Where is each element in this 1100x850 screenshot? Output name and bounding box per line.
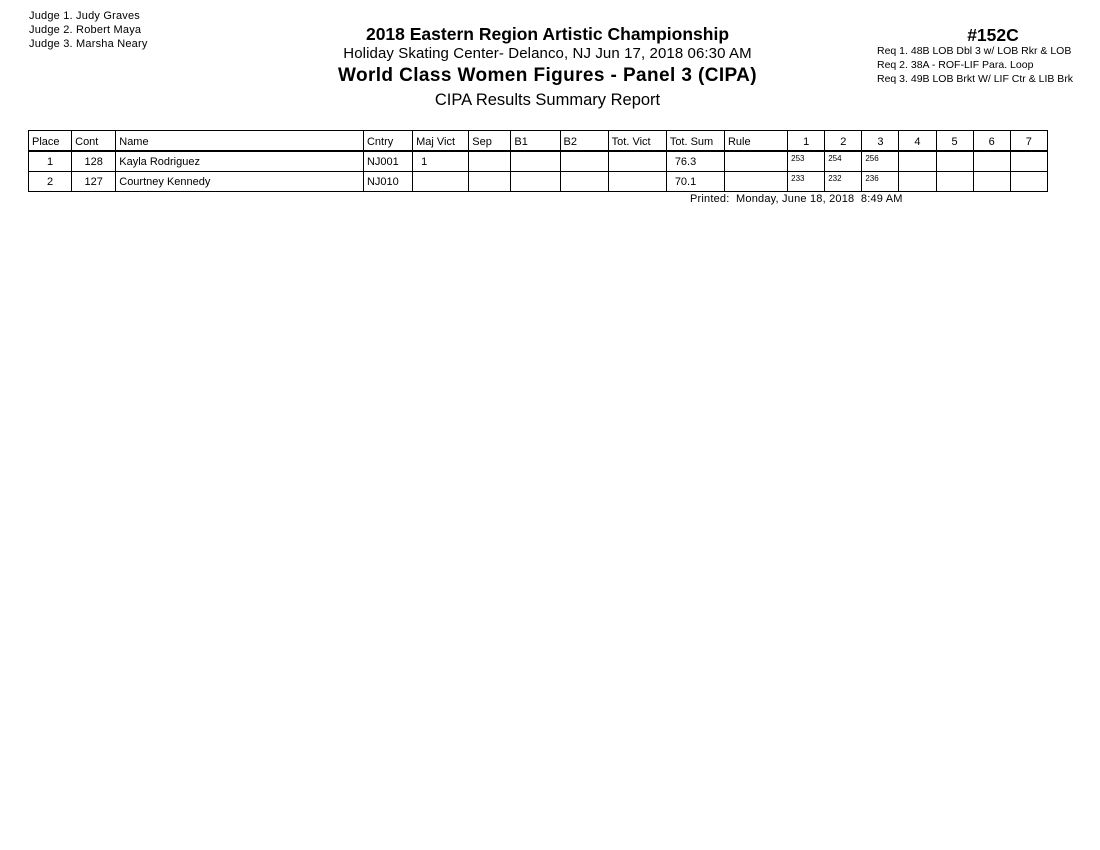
maj-vict-cell xyxy=(413,172,469,192)
b2-cell xyxy=(560,172,608,192)
column-header-judge-1: 1 xyxy=(788,131,825,152)
tot-vict-cell xyxy=(608,172,666,192)
page-title: World Class Women Figures - Panel 3 (CIPA) xyxy=(337,65,758,86)
event-name: 2018 Eastern Region Artistic Championship xyxy=(365,24,730,44)
judge-1-score-cell: 253 xyxy=(788,151,825,172)
place-cell: 2 xyxy=(29,172,72,192)
results-table xyxy=(28,130,1048,192)
judge-1-score-cell: 233 xyxy=(788,172,825,192)
rule-cell xyxy=(724,151,787,172)
report-subtitle: CIPA Results Summary Report xyxy=(434,91,661,109)
name-cell: Kayla Rodriguez xyxy=(116,151,364,172)
column-header-maj-vict: Maj Vict xyxy=(413,131,469,152)
judge-4-score-cell xyxy=(899,151,936,172)
judge-6-score-cell xyxy=(973,172,1010,192)
tot-sum-cell: 70.1 xyxy=(666,172,724,192)
column-header-judge-2: 2 xyxy=(825,131,862,152)
column-header-judge-4: 4 xyxy=(899,131,936,152)
cntry-cell: NJ001 xyxy=(363,151,412,172)
column-header-place: Place xyxy=(29,131,72,152)
sep-cell xyxy=(469,151,511,172)
judge-7-score-cell xyxy=(1010,172,1047,192)
judge-7-score-cell xyxy=(1010,151,1047,172)
requirement-2: Req 2. 38A - ROF-LIF Para. Loop xyxy=(877,59,1034,71)
column-header-judge-7: 7 xyxy=(1010,131,1047,152)
column-header-judge-6: 6 xyxy=(973,131,1010,152)
report-header xyxy=(290,23,805,111)
judges-list xyxy=(29,9,148,51)
maj-vict-cell: 1 xyxy=(413,151,469,172)
table-row xyxy=(29,151,1048,172)
column-header-b2: B2 xyxy=(560,131,608,152)
column-header-cont: Cont xyxy=(72,131,116,152)
place-cell: 1 xyxy=(29,151,72,172)
judge-3-score-cell: 256 xyxy=(862,151,899,172)
judge-6-score-cell xyxy=(973,151,1010,172)
judge-2-score-cell: 232 xyxy=(825,172,862,192)
table-row xyxy=(29,172,1048,192)
tot-vict-cell xyxy=(608,151,666,172)
b1-cell xyxy=(511,151,560,172)
judge-5-score-cell xyxy=(936,172,973,192)
column-header-sep: Sep xyxy=(469,131,511,152)
column-header-tot-sum: Tot. Sum xyxy=(666,131,724,152)
judge-1: Judge 1. Judy Graves xyxy=(29,10,141,22)
requirement-3: Req 3. 49B LOB Brkt W/ LIF Ctr & LIB Brk xyxy=(877,73,1074,85)
b1-cell xyxy=(511,172,560,192)
sep-cell xyxy=(469,172,511,192)
tot-sum-cell: 76.3 xyxy=(666,151,724,172)
column-header-cntry: Cntry xyxy=(363,131,412,152)
cont-cell: 128 xyxy=(72,151,116,172)
column-header-judge-5: 5 xyxy=(936,131,973,152)
event-number: #152C xyxy=(967,25,1019,45)
column-header-judge-3: 3 xyxy=(862,131,899,152)
requirement-1: Req 1. 48B LOB Dbl 3 w/ LOB Rkr & LOB xyxy=(877,45,1072,57)
judge-5-score-cell xyxy=(936,151,973,172)
rule-cell xyxy=(724,172,787,192)
requirements-list xyxy=(877,44,1100,86)
cont-cell: 127 xyxy=(72,172,116,192)
name-cell: Courtney Kennedy xyxy=(116,172,364,192)
judge-2-score-cell: 254 xyxy=(825,151,862,172)
table-header-row xyxy=(29,131,1048,152)
column-header-b1: B1 xyxy=(511,131,560,152)
column-header-tot-vict: Tot. Vict xyxy=(608,131,666,152)
judge-3-score-cell: 236 xyxy=(862,172,899,192)
cntry-cell: NJ010 xyxy=(363,172,412,192)
printed-timestamp: Printed: Monday, June 18, 2018 8:49 AM xyxy=(690,193,903,205)
b2-cell xyxy=(560,151,608,172)
judge-4-score-cell xyxy=(899,172,936,192)
column-header-rule: Rule xyxy=(724,131,787,152)
venue-date: Holiday Skating Center- Delanco, NJ Jun 17, 2018 06:30 AM xyxy=(343,45,752,62)
judge-2: Judge 2. Robert Maya xyxy=(29,24,142,36)
judge-3: Judge 3. Marsha Neary xyxy=(29,38,148,50)
column-header-name: Name xyxy=(116,131,364,152)
